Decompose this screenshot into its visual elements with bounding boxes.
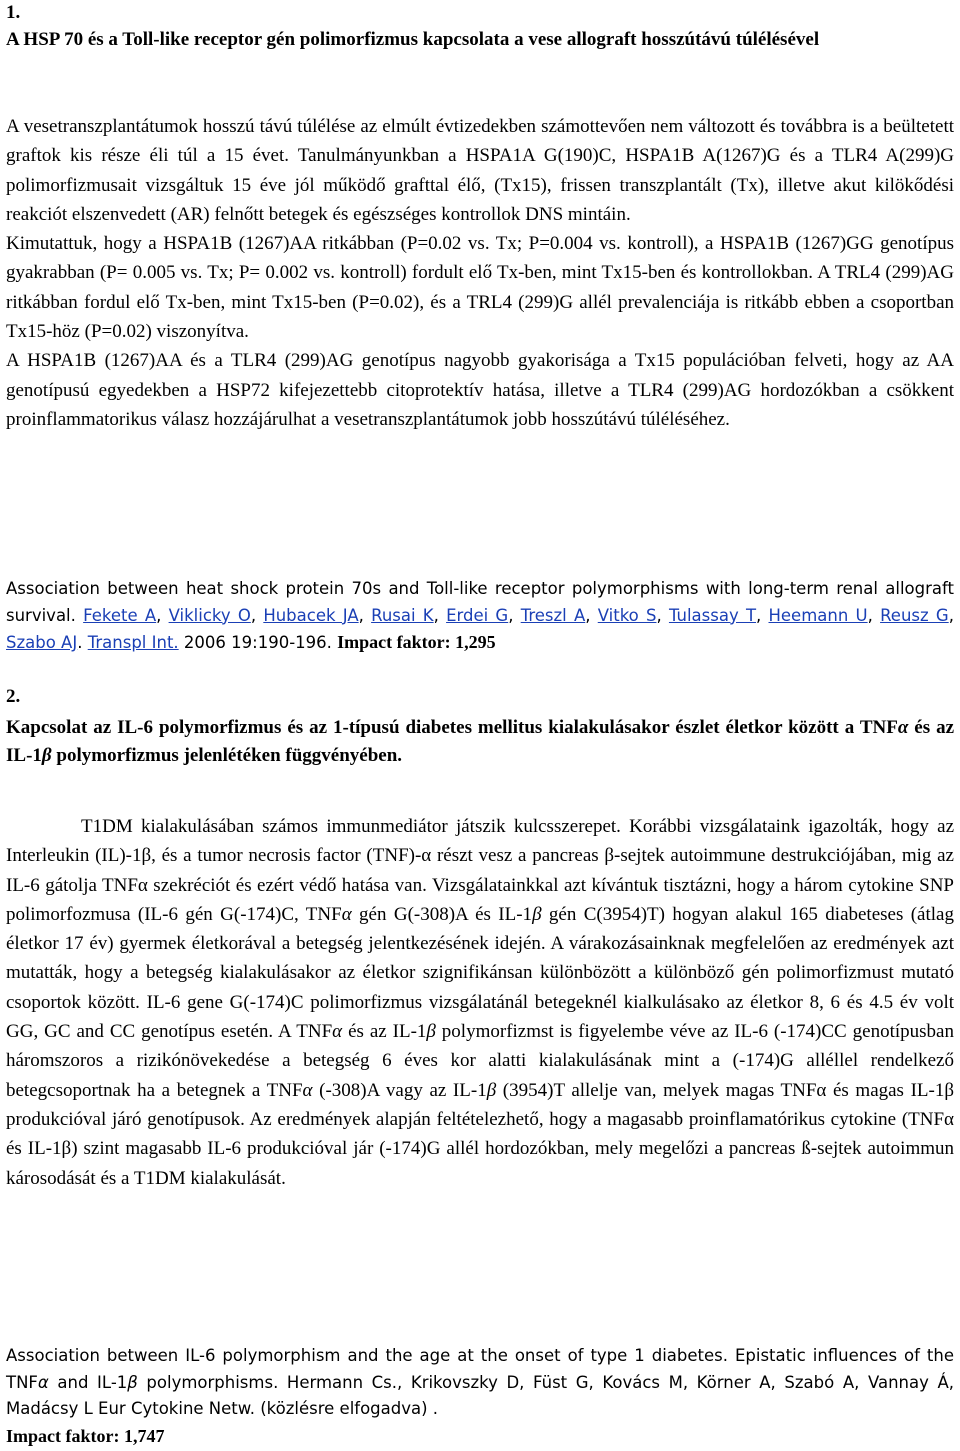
section-2-body: T1DM kialakulásában számos immunmediátor játszik kulcsszerepet. Korábbi vizsgálataink igazolták, hogy az Interleukin (IL)-1β, és a tumor necrosis factor (TNF)-α részt vesz a pancreas β-sejtek autoimmune destrukciójában, mig az IL-6 gátolja TNFα szekréciót és ezért védő hatása van. Vizsgálatainkkal azt kívántuk tisztázni, hogy a három cytokine SNP polimorfozmusa (IL-6 gén G(-174)C, TNFα gén G(-308)A és IL-1β gén C(3954)T) hogyan alakul 165 diabeteses (átlag életkor 17 év) gyermek életkorával a betegség jelentkezésének idején. A várakozásainknak megfelelően az eredmények azt mutatták, hogy a betegség kialakulásakor az életkor szignifikánsan különbözött a különböző gén polimorfizmust mutató csoportok között. IL-6 gene G(-174)C polimorfizmus vizsgálatánál betegeknél kialkulásako az életkor 8, 6 és 4.5 év volt GG, GC and CC genotípus esetén. A TNFα és az IL-1β polymorfizmst is figyelembe véve az IL-6 (-174)CC genotípusban háromszoros a rizikónövekedése a betegség 6 éves kor alatti kialakulásának mint a (-174)G alléllel rendelkező betegcsoportnak ha a betegnek a TNFα (-308)A vagy az IL-1β (3954)T allelje van, melyek magas TNFα és magas IL-1β produkcióval járó genotípusok. Az eredmények alapján feltételezhető, hogy a magasabb proinflamatórikus cytokine (TNFα és IL-1β) szint magasabb IL-6 produkcióval jár (-174)G allél hordozókban, mely megelőzi a pancreas ß-sejtek autoimmun károsodását és a T1DM kialakulását. (6, 816, 954, 1189)
citation-title: Association between heat shock protein 70s and Toll-like receptor polymorphisms with long-term renal allograft survival. (6, 579, 954, 625)
section-1-paragraph: A HSPA1B (1267)AA és a TLR4 (299)AG genotípus nagyobb gyakorisága a Tx15 populációban felveti, hogy az AA genotípusú egyedekben a HSP72 kifejezettebb citoprotektív hatása, illetve a TLR4 (299)AG hordozókban a csökkent proinflammatorikus válasz hozzájárulhat a vesetranszplantátumok jobb hosszútávú túléléséhez. (6, 350, 954, 430)
author-link[interactable]: Heemann U (768, 605, 868, 625)
citation-authors: Fekete A, Viklicky O, Hubacek JA, Rusai K, Erdei G, Treszl A, Vitko S, Tulassay T, Heemann U, Reusz G, Szabo AJ. (6, 605, 954, 652)
author-link[interactable]: Rusai K (371, 605, 434, 625)
section-2-citation: Association between IL-6 polymorphism and the age at the onset of type 1 diabetes. Epistatic influences of the TNFα and IL-1β polymorphisms. Hermann Cs., Krikovszky D, Füst G, Kovács M, Körner A, Szabó A, Vannay Á, Madácsy L Eur Cytokine Netw. (közlésre elfogadva) . (6, 1346, 954, 1418)
section-1-title: A HSP 70 és a Toll-like receptor gén polimorfizmus kapcsolata a vese allograft hosszútávú túlélésével (6, 29, 820, 50)
section-1-paragraph: Kimutattuk, hogy a HSPA1B (1267)AA ritkábban (P=0.02 vs. Tx; P=0.004 vs. kontroll), a HSPA1B (1267)GG genotípus gyakrabban (P= 0.005 vs. Tx; P= 0.002 vs. kontroll) fordult elő Tx-ben, mint Tx15-ben és kontrollokban. A TRL4 (299)AG ritkábban fordul elő Tx-ben, mint Tx15-ben (P=0.02), és a TRL4 (299)G allél prevalenciája is ritkább ebben a csoportban Tx15-höz (P=0.02) viszonyítva. (6, 233, 954, 343)
author-link[interactable]: Fekete A (83, 605, 157, 625)
impact-factor: Impact faktor: 1,747 (6, 1426, 165, 1446)
author-link[interactable]: Vitko S (597, 605, 657, 625)
citation-journal-link[interactable]: Transpl Int. (87, 633, 179, 652)
author-link[interactable]: Treszl A (520, 605, 586, 625)
section-1-body (6, 112, 954, 434)
author-link[interactable]: Reusz G (880, 605, 949, 625)
author-link[interactable]: Szabo AJ (6, 633, 78, 652)
section-1-number: 1. (6, 2, 21, 23)
section-1-citation (6, 576, 954, 657)
section-2-number: 2. (6, 686, 21, 707)
author-link[interactable]: Hubacek JA (263, 605, 359, 625)
citation-ref: 2006 19:190-196. (183, 633, 332, 652)
author-link[interactable]: Erdei G (446, 605, 509, 625)
section-2 (6, 684, 954, 770)
section-2-title: Kapcsolat az IL-6 polymorfizmus és az 1-típusú diabetes mellitus kialakulásakor észlet életkor között a TNFα és az IL-1β polymorfizmus jelenlétéken függvényében. (6, 717, 955, 766)
author-link[interactable]: Tulassay T (668, 605, 757, 625)
impact-factor: Impact faktor: 1,295 (337, 632, 496, 652)
section-2-impact (6, 1423, 164, 1451)
author-link[interactable]: Viklicky O (168, 605, 251, 625)
section-1 (6, 0, 954, 54)
section-1-paragraph: A vesetranszplantátumok hosszú távú túlélése az elmúlt évtizedekben számottevően nem változott és továbbra is a beültetett graftok kis része éli túl a 15 évet. Tanulmányunkban a HSPA1A G(190)C, HSPA1B A(1267)G és a TLR4 A(299)G polimorfizmusait vizsgáltuk 15 éve jól működő grafttal élő, (Tx15), frissen transzplantált (Tx), illetve akut kilökődési reakciót elszenvedett (AR) felnőtt betegek és egészséges kontrollok DNS mintáin. (6, 116, 954, 225)
